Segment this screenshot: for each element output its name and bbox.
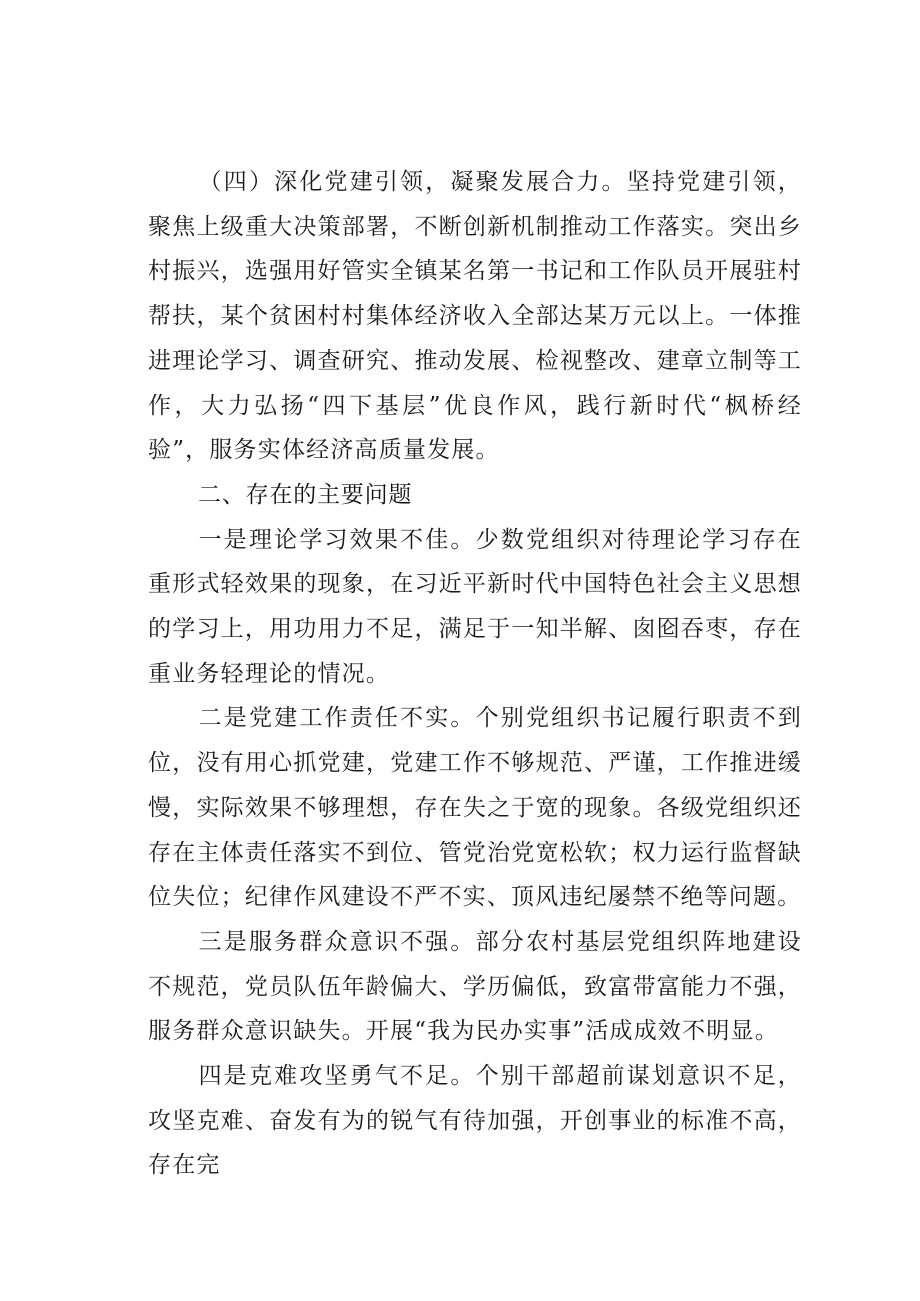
document-body (148, 160, 802, 1188)
problem-2-paragraph: 二是党建工作责任不实。个别党组织书记履行职责不到位，没有用心抓党建，党建工作不够规范、严谨，工作推进缓慢，实际效果不够理想，存在失之于宽的现象。各级党组织还存在主体责任落实不到位、管党治党宽松软；权力运行监督缺位失位；纪律作风建设不严不实、顶风违纪屡禁不绝等问题。 (148, 705, 802, 911)
section-heading-problems: 二、存在的主要问题 (198, 481, 413, 508)
section-4-paragraph: （四）深化党建引领，凝聚发展合力。坚持党建引领，聚焦上级重大决策部署，不断创新机制推动工作落实。突出乡村振兴，选强用好管实全镇某名第一书记和工作队员开展驻村帮扶，某个贫困村村集体经济收入全部达某万元以上。一体推进理论学习、调查研究、推动发展、检视整改、建章立制等工作，大力弘扬“四下基层”优良作风，践行新时代“枫桥经验”，服务实体经济高质量发展。 (148, 169, 802, 464)
problem-3-paragraph: 三是服务群众意识不强。部分农村基层党组织阵地建设不规范，党员队伍年龄偏大、学历偏低，致富带富能力不强，服务群众意识缺失。开展“我为民办实事”活成成效不明显。 (148, 928, 802, 1045)
problem-1-paragraph: 一是理论学习效果不佳。少数党组织对待理论学习存在重形式轻效果的现象，在习近平新时代中国特色社会主义思想的学习上，用功用力不足，满足于一知半解、囱囵吞枣，存在重业务轻理论的情况。 (148, 526, 802, 687)
problem-4-paragraph: 四是克难攻坚勇气不足。个别干部超前谋划意识不足，攻坚克难、奋发有为的锐气有待加强，开创事业的标准不高，存在完 (148, 1063, 802, 1179)
